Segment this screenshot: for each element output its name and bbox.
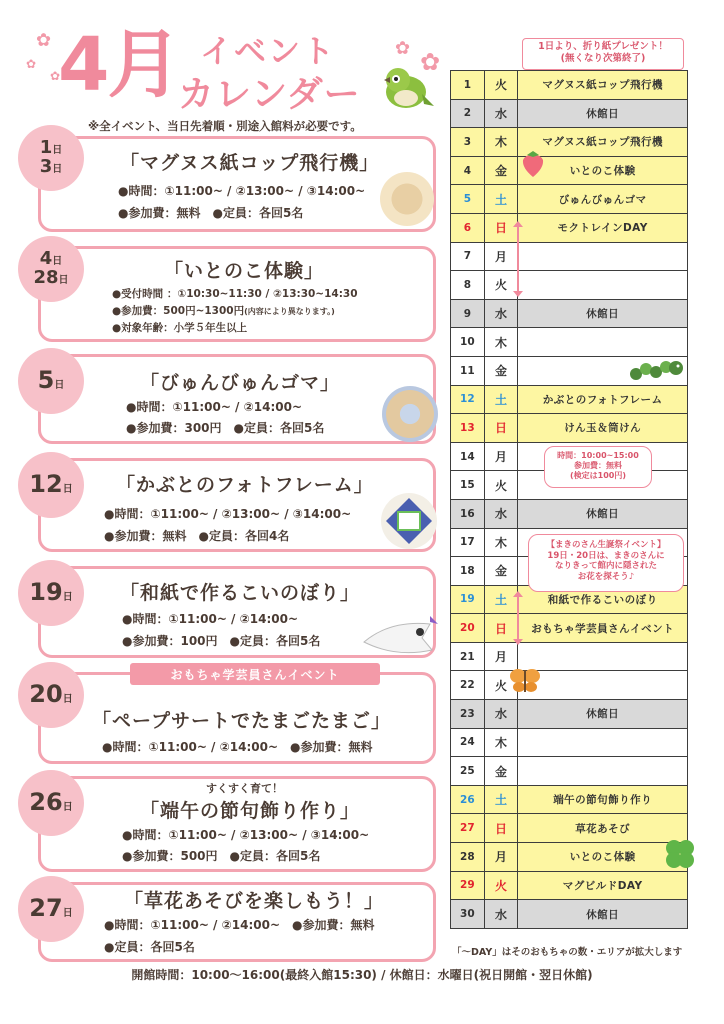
calendar-row bbox=[451, 271, 688, 300]
range-arrow bbox=[517, 596, 519, 640]
event-times: ●時間：①11:00~ / ②14:00~ ●参加費：無料 bbox=[102, 740, 373, 754]
calendar-row bbox=[451, 185, 688, 214]
calendar-date: 13 bbox=[451, 414, 485, 443]
header-note: ※全イベント、当日先着順・別途入館料が必要です。 bbox=[88, 119, 362, 133]
calendar-row bbox=[451, 499, 688, 528]
calendar-date: 30 bbox=[451, 900, 485, 929]
calendar-date: 12 bbox=[451, 385, 485, 414]
calendar-event: おもちゃ学芸員さんイベント bbox=[518, 614, 688, 643]
calendar-row bbox=[451, 156, 688, 185]
calendar-weekday: 木 bbox=[484, 728, 518, 757]
paper-cup-plane-photo bbox=[380, 172, 434, 226]
calendar-row bbox=[451, 671, 688, 700]
page-title-line1: イベント bbox=[200, 32, 337, 70]
calendar-date: 28 bbox=[451, 843, 485, 872]
calendar-table bbox=[450, 70, 688, 929]
spinning-top-photo bbox=[382, 386, 438, 442]
calendar-event bbox=[518, 642, 688, 671]
calendar-weekday: 金 bbox=[484, 757, 518, 786]
calendar-weekday: 火 bbox=[484, 271, 518, 300]
event-fee-note: (内容により異なります。) bbox=[244, 307, 335, 316]
sakura-icon: ✿ bbox=[26, 57, 37, 71]
calendar-date: 27 bbox=[451, 814, 485, 843]
birthday-note-line: お花を探そう♪ bbox=[577, 571, 635, 582]
event-times: ●時間：①11:00~ / ②13:00~ / ③14:00~ bbox=[118, 184, 366, 198]
kendama-info-bubble bbox=[544, 446, 652, 488]
calendar-weekday: 火 bbox=[484, 871, 518, 900]
calendar-event: 休館日 bbox=[518, 299, 688, 328]
kendama-time: 時間：10:00~15:00 bbox=[557, 451, 639, 460]
calendar-date: 3 bbox=[451, 128, 485, 157]
opening-hours-footer: 開館時間：10:00～16:00(最終入館15:30) / 休館日：水曜日(祝日開館・翌日休館) bbox=[131, 968, 593, 982]
birthday-event-bubble bbox=[528, 534, 684, 592]
calendar-event: 草花あそび bbox=[518, 814, 688, 843]
sakura-icon: ✿ bbox=[420, 48, 441, 76]
calendar-event bbox=[518, 271, 688, 300]
kendama-test-fee: (検定は100円) bbox=[569, 471, 626, 480]
calendar-row bbox=[451, 299, 688, 328]
calendar-date: 16 bbox=[451, 499, 485, 528]
event-age: ●対象年齢：小学５年生以上 bbox=[112, 322, 248, 334]
event-ribbon: おもちゃ学芸員さんイベント bbox=[130, 663, 380, 685]
calendar-date: 7 bbox=[451, 242, 485, 271]
calendar-event: 休館日 bbox=[518, 499, 688, 528]
birthday-note-title: 【まきのさん生誕祭イベント】 bbox=[546, 540, 666, 550]
calendar-date: 2 bbox=[451, 99, 485, 128]
event-date-badge: 20日 bbox=[18, 662, 84, 728]
calendar-row bbox=[451, 242, 688, 271]
page-title-line2: カレンダー bbox=[178, 74, 361, 115]
calendar-weekday: 金 bbox=[484, 156, 518, 185]
calendar-weekday: 水 bbox=[484, 900, 518, 929]
calendar-date: 15 bbox=[451, 471, 485, 500]
calendar-event bbox=[518, 242, 688, 271]
event-times: ●時間：①11:00~ / ②14:00~ bbox=[126, 400, 303, 414]
month-title: 4月 bbox=[58, 22, 180, 108]
calendar-event: 休館日 bbox=[518, 99, 688, 128]
calendar-event bbox=[518, 328, 688, 357]
calendar-row bbox=[451, 99, 688, 128]
clover-icon bbox=[662, 836, 698, 872]
calendar-date: 11 bbox=[451, 356, 485, 385]
calendar-weekday: 火 bbox=[484, 471, 518, 500]
event-title: 「びゅんびゅんゴマ」 bbox=[140, 372, 341, 394]
calendar-weekday: 日 bbox=[484, 814, 518, 843]
event-times: ●時間：①11:00~ / ②13:00~ / ③14:00~ bbox=[122, 828, 370, 842]
calendar-weekday: 日 bbox=[484, 414, 518, 443]
calendar-date: 19 bbox=[451, 585, 485, 614]
calendar-row bbox=[451, 785, 688, 814]
calendar-weekday: 土 bbox=[484, 785, 518, 814]
calendar-date: 26 bbox=[451, 785, 485, 814]
origami-note-line2: (無くなり次第終了) bbox=[560, 53, 646, 65]
sakura-icon: ✿ bbox=[50, 69, 61, 83]
calendar-date: 5 bbox=[451, 185, 485, 214]
calendar-date: 22 bbox=[451, 671, 485, 700]
event-date-badge: 1日 3日 bbox=[18, 125, 84, 191]
calendar-weekday: 土 bbox=[484, 185, 518, 214]
calendar-event: 和紙で作るこいのぼり bbox=[518, 585, 688, 614]
calendar-event: 休館日 bbox=[518, 700, 688, 729]
event-fee: ●参加費：300円 ●定員：各回5名 bbox=[126, 421, 325, 435]
event-title: 「かぶとのフォトフレーム」 bbox=[116, 474, 374, 496]
calendar-weekday: 日 bbox=[484, 614, 518, 643]
event-times: ●時間：①11:00~ / ②13:00~ / ③14:00~ bbox=[104, 507, 352, 521]
calendar-weekday: 水 bbox=[484, 700, 518, 729]
calendar-weekday: 日 bbox=[484, 213, 518, 242]
calendar-event: マグヌス紙コップ飛行機 bbox=[518, 128, 688, 157]
event-title: 「草花あそびを楽しもう！」 bbox=[124, 890, 385, 912]
birthday-note-line: なりきって館内に隠された bbox=[554, 561, 657, 572]
calendar-weekday: 木 bbox=[484, 128, 518, 157]
calendar-date: 1 bbox=[451, 71, 485, 100]
event-title: 「マグヌス紙コップ飛行機」 bbox=[120, 152, 380, 174]
calendar-date: 4 bbox=[451, 156, 485, 185]
calendar-weekday: 金 bbox=[484, 356, 518, 385]
calendar-weekday: 土 bbox=[484, 585, 518, 614]
event-title: 「端午の節句飾り作り」 bbox=[140, 800, 361, 822]
calendar-row bbox=[451, 757, 688, 786]
kendama-fee: 参加費：無料 bbox=[574, 461, 622, 470]
calendar-weekday: 木 bbox=[484, 328, 518, 357]
event-fee: ●参加費：500円~1300円(内容により異なります。) bbox=[112, 305, 335, 317]
calendar-date: 23 bbox=[451, 700, 485, 729]
calendar-row bbox=[451, 385, 688, 414]
calendar-event bbox=[518, 671, 688, 700]
event-times: ●受付時間 ：①10:30~11:30 / ②13:30~14:30 bbox=[112, 288, 358, 300]
calendar-event: びゅんびゅんゴマ bbox=[518, 185, 688, 214]
calendar-weekday: 水 bbox=[484, 99, 518, 128]
calendar-weekday: 月 bbox=[484, 843, 518, 872]
calendar-date: 29 bbox=[451, 871, 485, 900]
calendar-event bbox=[518, 728, 688, 757]
calendar-row bbox=[451, 700, 688, 729]
event-date-badge: 19日 bbox=[18, 560, 84, 626]
calendar-weekday: 水 bbox=[484, 499, 518, 528]
calendar-row bbox=[451, 871, 688, 900]
calendar-event: マグヌス紙コップ飛行機 bbox=[518, 71, 688, 100]
range-arrow bbox=[517, 226, 519, 292]
calendar-date: 20 bbox=[451, 614, 485, 643]
calendar-row bbox=[451, 213, 688, 242]
event-date-badge: 27日 bbox=[18, 876, 84, 942]
calendar-date: 8 bbox=[451, 271, 485, 300]
event-times: ●時間：①11:00~ / ②14:00~ ●参加費：無料 bbox=[104, 918, 375, 932]
calendar-row bbox=[451, 328, 688, 357]
calendar-event: けん玉＆筒けん bbox=[518, 414, 688, 443]
calendar-row bbox=[451, 614, 688, 643]
calendar-date: 9 bbox=[451, 299, 485, 328]
event-subtitle: すくすく育て！ bbox=[206, 782, 283, 795]
calendar-date: 6 bbox=[451, 213, 485, 242]
calendar-row bbox=[451, 814, 688, 843]
calendar-date: 25 bbox=[451, 757, 485, 786]
calendar-event bbox=[518, 757, 688, 786]
calendar-row bbox=[451, 843, 688, 872]
event-fee: ●参加費：100円 ●定員：各回5名 bbox=[122, 634, 321, 648]
calendar-event: かぶとのフォトフレーム bbox=[518, 385, 688, 414]
calendar-date: 17 bbox=[451, 528, 485, 557]
event-fee: ●参加費：無料 ●定員：各回5名 bbox=[118, 206, 304, 220]
event-title: 「ペープサートでたまごたまご」 bbox=[92, 710, 392, 732]
event-fee: ●参加費：無料 ●定員：各回4名 bbox=[104, 529, 290, 543]
calendar-event: いとのこ体験 bbox=[518, 843, 688, 872]
calendar-weekday: 月 bbox=[484, 442, 518, 471]
kabuto-photo-frame-image bbox=[380, 492, 438, 550]
calendar-row bbox=[451, 128, 688, 157]
event-date-badge: 4日 28日 bbox=[18, 236, 84, 302]
calendar-row bbox=[451, 414, 688, 443]
strawberry-icon bbox=[520, 150, 546, 178]
calendar-weekday: 水 bbox=[484, 299, 518, 328]
calendar-weekday: 木 bbox=[484, 528, 518, 557]
calendar-event: 端午の節句飾り作り bbox=[518, 785, 688, 814]
origami-present-note bbox=[522, 38, 684, 70]
event-capacity: ●定員：各回5名 bbox=[104, 940, 195, 954]
event-title: 「和紙で作るこいのぼり」 bbox=[120, 582, 361, 604]
calendar-row bbox=[451, 71, 688, 100]
calendar-event: いとのこ体験 bbox=[518, 156, 688, 185]
calendar-date: 21 bbox=[451, 642, 485, 671]
carp-streamer-image bbox=[360, 602, 440, 662]
origami-note-line1: 1日より、折り紙プレゼント！ bbox=[538, 41, 668, 52]
event-date-badge: 26日 bbox=[18, 770, 84, 836]
butterfly-icon bbox=[508, 666, 542, 694]
sakura-icon: ✿ bbox=[36, 30, 52, 51]
calendar-footnote: 「～DAY」はそのおもちゃの数・エリアが拡大します bbox=[452, 947, 683, 958]
calendar-weekday: 火 bbox=[484, 71, 518, 100]
calendar-weekday: 土 bbox=[484, 385, 518, 414]
event-date-badge: 12日 bbox=[18, 452, 84, 518]
calendar-date: 18 bbox=[451, 557, 485, 586]
calendar-row bbox=[451, 728, 688, 757]
calendar-weekday: 月 bbox=[484, 642, 518, 671]
sakura-icon: ✿ bbox=[395, 38, 411, 59]
calendar-row bbox=[451, 900, 688, 929]
event-title: 「いとのこ体験」 bbox=[164, 260, 325, 282]
calendar-event: モクトレインDAY bbox=[518, 213, 688, 242]
calendar-date: 24 bbox=[451, 728, 485, 757]
calendar-event: 休館日 bbox=[518, 900, 688, 929]
bird-icon bbox=[376, 60, 436, 116]
event-fee: ●参加費：500円 ●定員：各回5名 bbox=[122, 849, 321, 863]
calendar-row bbox=[451, 642, 688, 671]
calendar-event: マグビルドDAY bbox=[518, 871, 688, 900]
caterpillar-icon bbox=[628, 356, 684, 382]
calendar-weekday: 火 bbox=[484, 671, 518, 700]
event-date-badge: 5日 bbox=[18, 348, 84, 414]
calendar-weekday: 金 bbox=[484, 557, 518, 586]
calendar-date: 14 bbox=[451, 442, 485, 471]
event-times: ●時間：①11:00~ / ②14:00~ bbox=[122, 612, 299, 626]
birthday-note-line: 19日・20日は、まきのさんに bbox=[547, 550, 665, 561]
calendar-date: 10 bbox=[451, 328, 485, 357]
calendar-weekday: 月 bbox=[484, 242, 518, 271]
